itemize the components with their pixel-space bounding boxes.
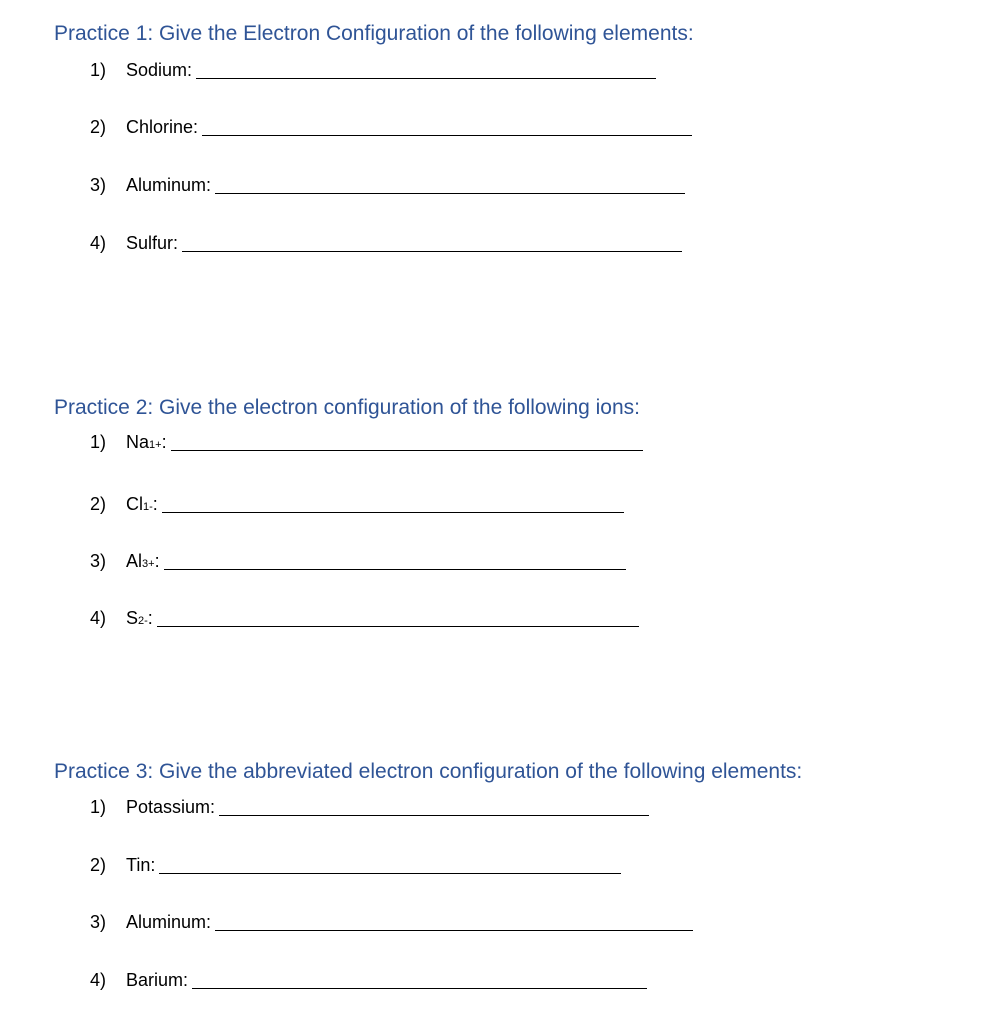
item-number: 1) [90,60,107,80]
practice-2-item-sodium-ion: 1) Na 1+ : [90,432,643,453]
item-number: 2) [90,494,107,514]
practice-2-item-sulfide-ion: 4) S 2- : [90,608,639,629]
practice-3-item-aluminum [90,912,693,933]
answer-blank[interactable] [162,511,624,513]
item-number: 3) [90,551,107,571]
item-number: 4) [90,233,107,253]
answer-blank[interactable] [196,77,656,79]
answer-blank[interactable] [192,987,647,989]
practice-3-item-potassium [90,797,649,818]
practice-2-item-chloride-ion: 2) Cl 1- : [90,494,624,515]
item-number: 2) [90,117,107,137]
item-number: 1) [90,432,107,452]
item-label: Potassium: [126,797,216,817]
answer-blank[interactable] [215,929,693,931]
ion-symbol: S [126,608,139,628]
practice-3-item-tin [90,855,621,876]
practice-1-item-aluminum [90,175,685,196]
practice-3-item-barium [90,970,647,991]
item-label: Sulfur: [126,233,179,253]
item-number: 1) [90,797,107,817]
ion-suffix: : [154,551,160,571]
item-label: Aluminum: [126,175,212,195]
answer-blank[interactable] [159,872,621,874]
item-label: Chlorine: [126,117,199,137]
ion-symbol: Al [126,551,143,571]
answer-blank[interactable] [215,192,685,194]
answer-blank[interactable] [171,449,643,451]
answer-blank[interactable] [202,134,692,136]
ion-symbol: Cl [126,494,143,514]
item-number: 4) [90,608,107,628]
practice-2-item-aluminum-ion: 3) Al 3+ : [90,551,626,572]
item-number: 3) [90,912,107,932]
item-label: Tin: [126,855,156,875]
ion-suffix: : [147,608,153,628]
practice-1-item-sulfur [90,233,682,254]
practice-1-item-sodium [90,60,656,81]
ion-suffix: : [152,494,158,514]
item-label: Sodium: [126,60,193,80]
answer-blank[interactable] [182,250,682,252]
practice-3-heading: Practice 3: Give the abbreviated electron configuration of the following elements: [54,760,803,783]
item-number: 2) [90,855,107,875]
answer-blank[interactable] [157,625,639,627]
practice-1-heading: Practice 1: Give the Electron Configuration of the following elements: [54,22,694,45]
ion-symbol: Na [126,432,150,452]
answer-blank[interactable] [219,814,649,816]
item-label: Barium: [126,970,189,990]
practice-2-heading: Practice 2: Give the electron configuration of the following ions: [54,396,640,419]
item-number: 4) [90,970,107,990]
item-number: 3) [90,175,107,195]
practice-1-item-chlorine [90,117,692,138]
ion-suffix: : [161,432,167,452]
answer-blank[interactable] [164,568,626,570]
item-label: Aluminum: [126,912,212,932]
